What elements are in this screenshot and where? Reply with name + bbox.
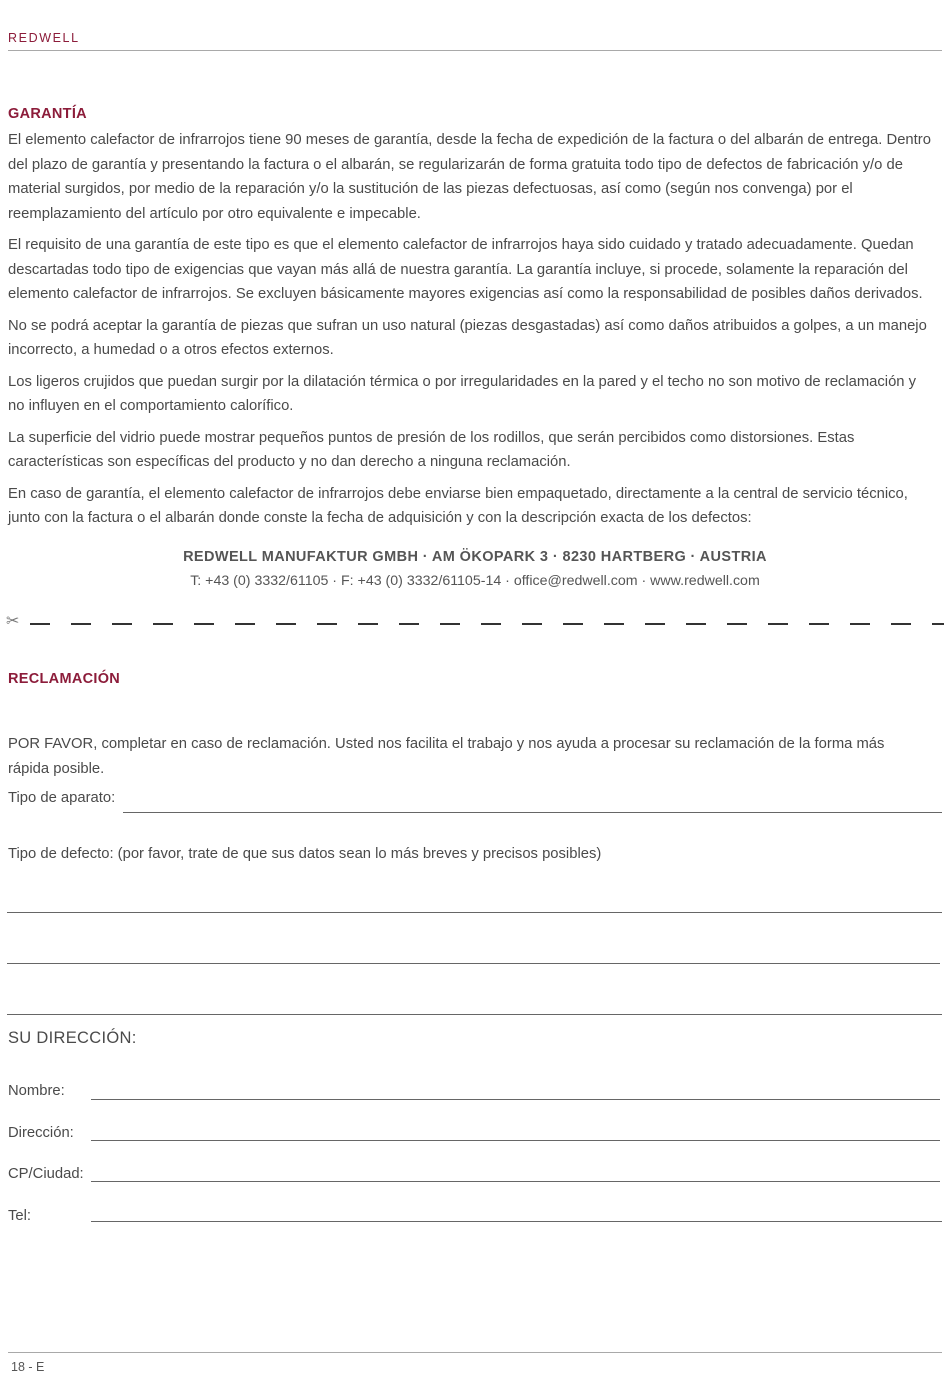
defect-line-1[interactable] xyxy=(7,912,942,913)
street-label: Dirección: xyxy=(8,1125,74,1141)
guarantee-paragraph-1: El elemento calefactor de infrarrojos tiene 90 meses de garantía, desde la fecha de expedición de la factura o del albarán de entrega. Dentro del plazo de garantía y presentando la factura o el albarán, se regularizarán de forma gratuita todo tipo de defectos de fabricación y/o de material surgidos, por medio de la reparación y/o la sustitución de las piezas defectuosas, así como (según nos convenga) por el reemplazamiento del artículo por otro equivalente e impecable. xyxy=(8,132,931,222)
brand-name: REDWELL xyxy=(8,31,80,45)
device-type-field[interactable] xyxy=(123,812,942,813)
defect-type-label: Tipo de defecto: (por favor, trate de que sus datos sean lo más breves y precisos posibles) xyxy=(8,846,602,862)
guarantee-text xyxy=(8,128,936,538)
company-contact-line: T: +43 (0) 3332/61105 · F: +43 (0) 3332/61105-14 · office@redwell.com · www.redwell.com xyxy=(190,573,760,589)
guarantee-paragraph-4: Los ligeros crujidos que puedan surgir por la dilatación térmica o por irregularidades en la pared y el techo no son motivo de reclamación y no influyen en el comportamiento calorífico. xyxy=(8,373,917,414)
dashed-cut-line xyxy=(30,623,944,625)
page-number: 18 - E xyxy=(11,1360,45,1374)
defect-line-2[interactable] xyxy=(7,963,940,964)
city-field[interactable] xyxy=(91,1181,940,1182)
guarantee-title: GARANTÍA xyxy=(8,106,87,122)
service-address xyxy=(0,545,950,593)
guarantee-paragraph-2: El requisito de una garantía de este tipo es que el elemento calefactor de infrarrojos haya sido cuidado y tratado adecuadamente. Quedan descartadas todo tipo de exigencias que vayan más allá de nuestra garantía. La garantía incluye, si procede, solamente la reparación del elemento calefactor de infrarrojos. Se excluyen básicamente mayores exigencias así como la responsabilidad de posibles daños derivados. xyxy=(8,237,923,302)
address-section-title: SU DIRECCIÓN: xyxy=(8,1029,137,1047)
claim-title: RECLAMACIÓN xyxy=(8,671,121,687)
city-label: CP/Ciudad: xyxy=(8,1166,84,1182)
scissors-icon: ✂ xyxy=(6,613,20,630)
name-label: Nombre: xyxy=(8,1083,65,1099)
header-divider xyxy=(8,50,942,51)
company-address-line: REDWELL MANUFAKTUR GMBH · AM ÖKOPARK 3 · 8230 HARTBERG · AUSTRIA xyxy=(183,549,767,565)
cut-line xyxy=(4,612,944,632)
guarantee-paragraph-6: En caso de garantía, el elemento calefactor de infrarrojos debe enviarse bien empaquetado, directamente a la central de servicio técnico, junto con la factura o el albarán donde conste la fecha de adquisición y con la descripción exacta de los defectos: xyxy=(8,485,908,526)
device-type-label: Tipo de aparato: xyxy=(8,790,116,806)
claim-intro: POR FAVOR, completar en caso de reclamación. Usted nos facilita el trabajo y nos ayuda a procesar su reclamación de la forma más rápida posible. xyxy=(8,736,885,777)
street-field[interactable] xyxy=(91,1140,940,1141)
guarantee-paragraph-3: No se podrá aceptar la garantía de piezas que sufran un uso natural (piezas desgastadas) así como daños atribuidos a golpes, a un manejo incorrecto, a humedad o a otros efectos externos. xyxy=(8,317,927,358)
phone-label: Tel: xyxy=(8,1208,32,1224)
phone-field[interactable] xyxy=(91,1221,942,1222)
footer-divider xyxy=(8,1352,942,1353)
name-field[interactable] xyxy=(91,1099,940,1100)
defect-line-3[interactable] xyxy=(7,1014,942,1015)
guarantee-paragraph-5: La superficie del vidrio puede mostrar pequeños puntos de presión de los rodillos, que serán percibidos como distorsiones. Estas características son específicas del producto y no dan derecho a ninguna reclamación. xyxy=(8,429,855,470)
